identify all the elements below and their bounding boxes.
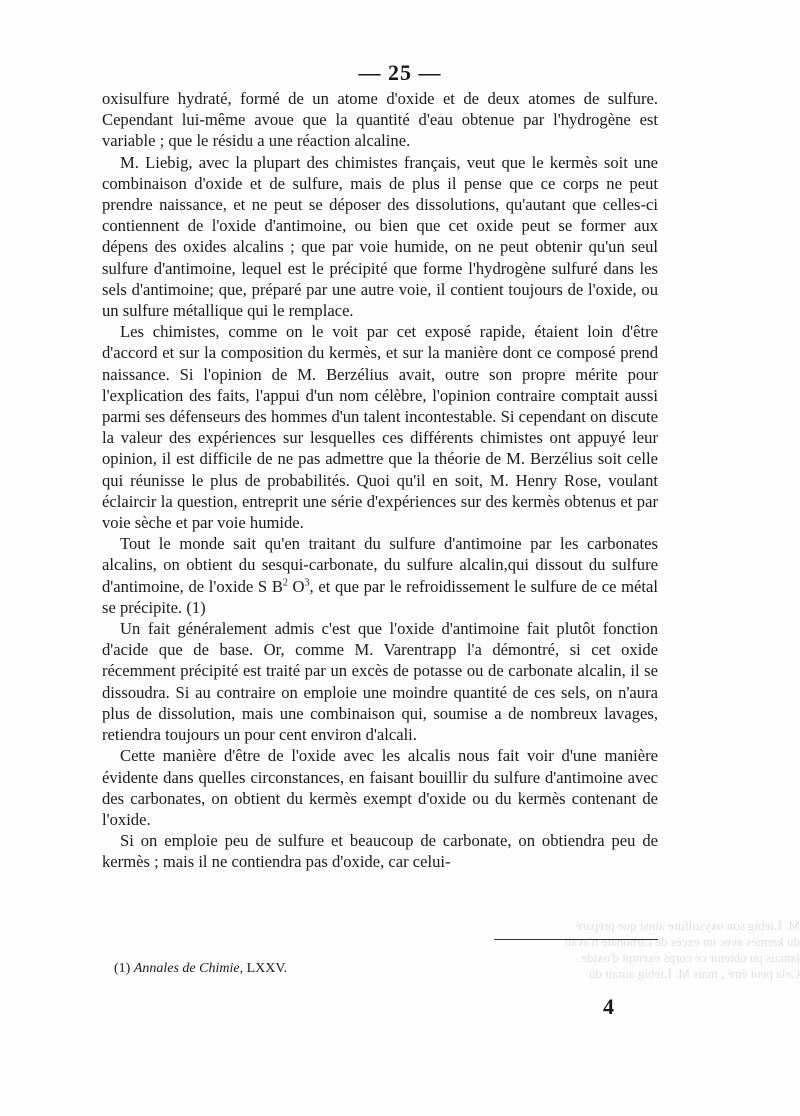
superscript-2: 2 <box>282 577 288 589</box>
show-through-text: M. Liebig son oxysulfure ainsi que préparé du kermès avec un excès de carbonate n'avait jamais pu obtenir ce corps exempt d'oxide. Cela peut être ; mais M. Liebig aurait dû <box>564 918 800 981</box>
paragraph-4 <box>102 533 658 618</box>
paragraph-4-text-after: , et que par le refroidissement le sulfure de ce métal se précipite. (1) <box>102 576 658 617</box>
signature-mark: 4 <box>603 994 614 1019</box>
paragraph-4-text-mid: O <box>287 576 305 596</box>
body-text <box>102 88 658 873</box>
paragraph-3: Les chimistes, comme on le voit par cet exposé rapide, étaient loin d'être d'accord et sur la composition du kermès, et sur la manière dont ce composé prend naissance. Si l'opinion de M. Berzélius avait, outre son propre mérite pour l'explication des faits, l'appui d'un nom célèbre, l'opinion contraire comptait aussi parmi ses défenseurs des hommes d'un talent incontestable. Si cependant on discute la valeur des expériences sur lesquelles ces différents chimistes ont appuyé leur opinion, il est difficile de ne pas admettre que la théorie de M. Berzélius soit celle qui réunisse le plus de probabilités. Quoi qu'il en soit, M. Henry Rose, voulant éclaircir la question, entreprit une série d'expériences sur des kermès obtenus et par voie sèche et par voie humide. <box>102 322 658 533</box>
paragraph-7: Si on emploie peu de sulfure et beaucoup de carbonate, on obtiendra peu de kermès ; mais il ne contiendra pas d'oxide, car celui- <box>102 831 658 872</box>
paragraph-5: Un fait généralement admis c'est que l'oxide d'antimoine fait plutôt fonction d'acide que de base. Or, comme M. Varentrapp l'a démontré, si cet oxide récemment précipité est traité par un excès de potasse ou de carbonate alcalin, il se dissoudra. Si au contraire on emploie une moindre quantité de ces sels, on n'aura plus de dissolution, mais une combinaison qui, soumise a de nombreux lavages, retiendra toujours un pour cent environ d'alcali. <box>102 619 658 745</box>
paragraph-6: Cette manière d'être de l'oxide avec les alcalis nous fait voir d'une manière évidente dans quelles circonstances, en faisant bouillir du sulfure d'antimoine avec des carbonates, on obtient du kermès exempt d'oxide ou du kermès contenant de l'oxide. <box>102 746 658 829</box>
footnote <box>114 960 287 978</box>
paragraph-4-text-before: Tout le monde sait qu'en traitant du sulfure d'antimoine par les carbonates alcalins, on obtient du sesqui-carbonate, du sulfure alcalin,qui dissout du sulfure d'antimoine, de l'oxide S B <box>102 534 658 596</box>
footnote-volume: LXXV. <box>246 961 288 976</box>
footnote-source: Annales de Chimie, <box>133 961 244 976</box>
footnote-marker: (1) <box>114 961 131 976</box>
superscript-3: 3 <box>304 577 310 589</box>
paragraph-2: M. Liebig, avec la plupart des chimistes français, veut que le kermès soit une combinaison d'oxide et de sulfure, mais de plus il pense que ce corps ne peut prendre naissance, et ne peut se déposer des dissolutions, qu'autant que celles-ci contiennent de l'oxide d'antimoine, ou bien que cet oxide peut se former aux dépens des oxides alcalins ; que par voie humide, on ne peut obtenir qu'un seul sulfure d'antimoine, lequel est le précipité que forme l'hydrogène sulfuré dans les sels d'antimoine; que, préparé par une autre voie, il contient toujours de l'oxide, ou un sulfure métallique qui le remplace. <box>102 152 658 321</box>
footnote-divider <box>494 939 658 940</box>
paragraph-1: oxisulfure hydraté, formé de un atome d'oxide et de deux atomes de sulfure. Cependant lui-même avoue que la quantité d'eau obtenue par l'hydrogène est variable ; que le résidu a une réaction alcaline. <box>102 89 658 151</box>
page-number: — 25 — <box>358 60 442 85</box>
